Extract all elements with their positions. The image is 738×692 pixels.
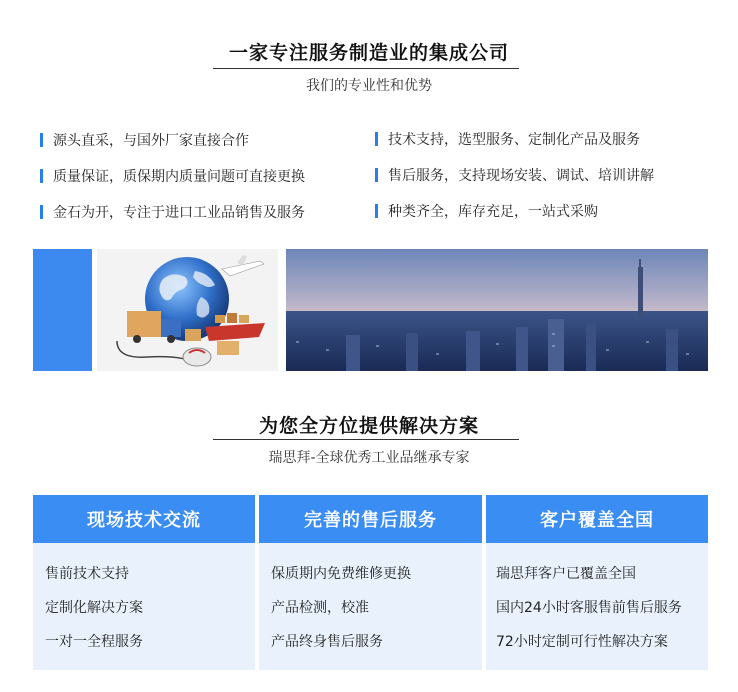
- title-underline: [213, 439, 519, 440]
- column-header-coverage: 客户覆盖全国: [486, 495, 708, 543]
- bullet-bar-icon: [375, 132, 378, 146]
- title-underline: [213, 68, 519, 69]
- feature-item: [375, 201, 598, 221]
- bullet-bar-icon: [375, 204, 378, 218]
- feature-text: 金石为开，专注于进口工业品销售及服务: [53, 205, 305, 221]
- feature-item: [40, 202, 305, 222]
- bullet-bar-icon: [40, 205, 43, 219]
- feature-item: [375, 165, 654, 185]
- section-subtitle-brand: 瑞思拜-全球优秀工业品继承专家: [268, 450, 470, 466]
- list-item: 定制化解决方案: [45, 600, 143, 616]
- list-item: 国内24小时客服售前售后服务: [496, 600, 682, 616]
- bullet-bar-icon: [40, 169, 43, 183]
- feature-item: [375, 129, 640, 149]
- feature-text: 种类齐全，库存充足，一站式采购: [388, 204, 598, 220]
- bullet-bar-icon: [375, 168, 378, 182]
- list-item: 一对一全程服务: [45, 634, 143, 650]
- column-panel: [486, 543, 708, 670]
- feature-text: 技术支持，选型服务、定制化产品及服务: [388, 132, 640, 148]
- banner-accent-block: [33, 249, 92, 371]
- feature-text: 源头直采，与国外厂家直接合作: [53, 133, 249, 149]
- list-item: 保质期内免费维修更换: [271, 566, 411, 582]
- list-item: 瑞思拜客户已覆盖全国: [496, 566, 636, 582]
- column-header-after-sales: 完善的售后服务: [259, 495, 482, 543]
- feature-text: 售后服务，支持现场安装、调试、培训讲解: [388, 168, 654, 184]
- column-panel: [33, 543, 255, 670]
- list-item: 产品终身售后服务: [271, 634, 383, 650]
- section-title-solutions: 为您全方位提供解决方案: [258, 415, 479, 437]
- list-item: 72小时定制可行性解决方案: [496, 634, 668, 650]
- section-title-integration: 一家专注服务制造业的集成公司: [228, 42, 509, 64]
- feature-text: 质量保证，质保期内质量问题可直接更换: [53, 169, 305, 185]
- feature-item: [40, 166, 305, 186]
- city-skyline-image: [286, 249, 708, 371]
- column-header-tech-exchange: 现场技术交流: [33, 495, 255, 543]
- feature-item: [40, 130, 249, 150]
- bullet-bar-icon: [40, 133, 43, 147]
- logistics-image: [97, 249, 278, 371]
- list-item: 售前技术支持: [45, 566, 129, 582]
- section-subtitle-advantages: 我们的专业性和优势: [306, 78, 432, 94]
- column-panel: [259, 543, 482, 670]
- list-item: 产品检测，校准: [271, 600, 369, 616]
